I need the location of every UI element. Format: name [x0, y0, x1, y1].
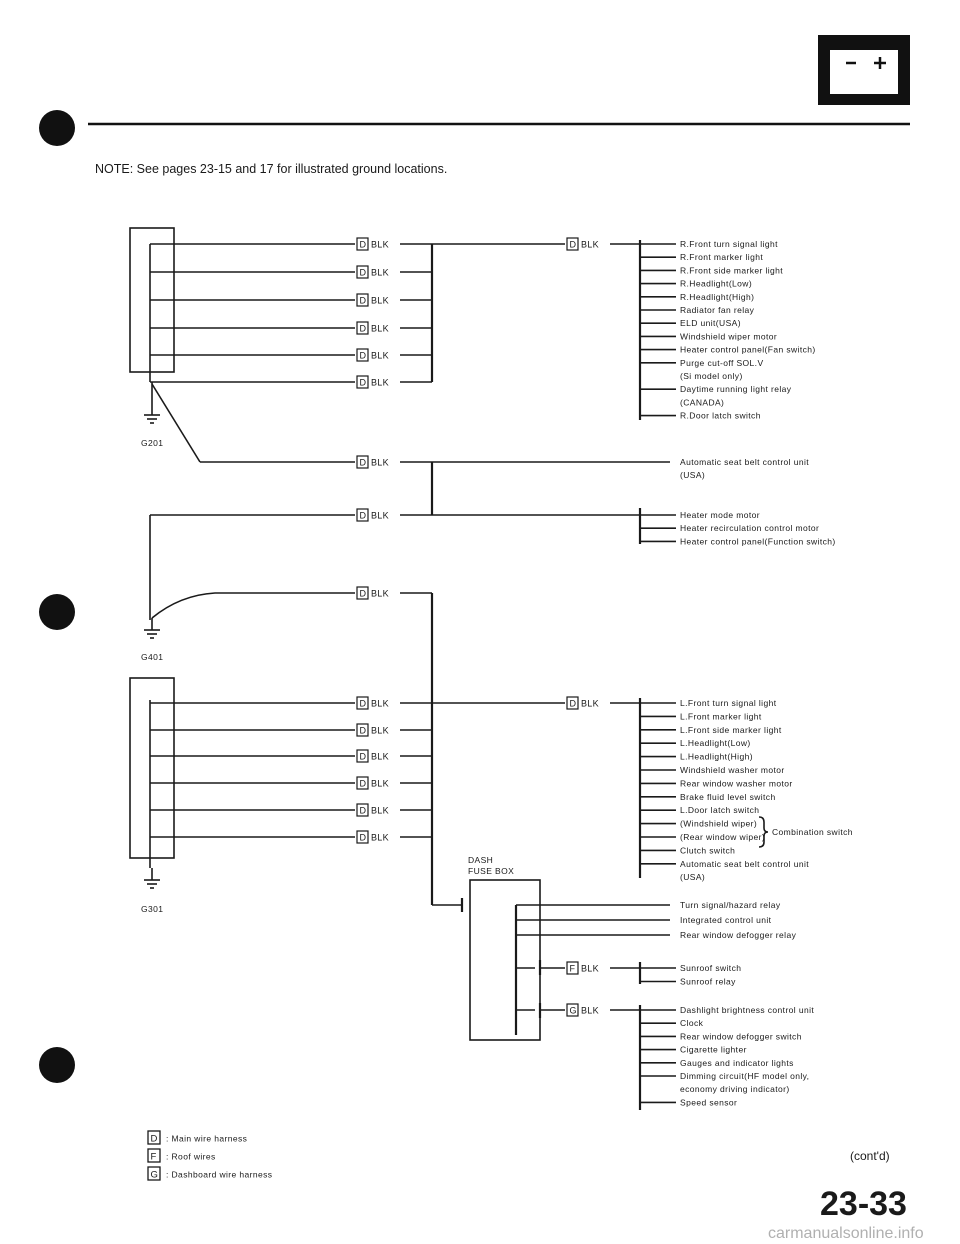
wire-color-blk: BLK: [581, 963, 599, 974]
left-group-item: L.Front marker light: [680, 711, 762, 722]
dash-group-item: Rear window defogger switch: [680, 1031, 802, 1042]
connector-d: [357, 322, 389, 334]
note-text: NOTE: See pages 23-15 and 17 for illustrated ground locations.: [95, 162, 448, 176]
roof-group-item: Sunroof relay: [680, 976, 736, 987]
heater-group-item: Heater control panel(Function switch): [680, 536, 836, 547]
dash-group-item: Dimming circuit(HF model only,: [680, 1071, 810, 1081]
ground-label-g201: G201: [141, 438, 164, 448]
connector-d: [357, 266, 389, 278]
legend: [148, 1131, 272, 1181]
battery-icon: [818, 35, 910, 105]
wire-color-blk: BLK: [371, 267, 389, 278]
connector-code: D: [359, 295, 366, 306]
wire-color-blk: BLK: [581, 239, 599, 250]
heater-group-item: Heater recirculation control motor: [680, 523, 820, 534]
top-group-item: R.Headlight(High): [680, 291, 755, 302]
legend-code: D: [150, 1133, 158, 1145]
wire-color-blk: BLK: [371, 832, 389, 843]
connector-code: D: [359, 377, 366, 388]
left-group-item: L.Front turn signal light: [680, 698, 777, 708]
connector-code: F: [569, 963, 575, 974]
legend-item: [148, 1167, 272, 1181]
legend-text: : Dashboard wire harness: [166, 1169, 273, 1180]
connector-d: [357, 294, 389, 306]
legend-item: [148, 1131, 247, 1145]
connector-code: D: [359, 239, 366, 250]
connector-code: D: [569, 698, 576, 709]
left-group-item: L.Headlight(Low): [680, 738, 751, 749]
top-group-item: R.Door latch switch: [680, 410, 761, 421]
top-group-item: ELD unit(USA): [680, 318, 741, 329]
fuse-box-label-1: DASH: [468, 855, 494, 865]
wire-color-blk: BLK: [371, 295, 389, 306]
roof-group-item: Sunroof switch: [680, 963, 742, 973]
heater-group-item: Heater mode motor: [680, 510, 761, 520]
binder-hole: [39, 110, 75, 146]
connector-code: D: [359, 832, 366, 843]
left-group-item: Brake fluid level switch: [680, 791, 776, 802]
wire-color-blk: BLK: [581, 698, 599, 709]
connector-code: D: [359, 588, 366, 599]
binder-hole: [39, 1047, 75, 1083]
dash-group-item: Gauges and indicator lights: [680, 1057, 794, 1068]
wire-color-blk: BLK: [371, 698, 389, 709]
ground-label-g301: G301: [141, 904, 164, 914]
connector-code: D: [359, 457, 366, 468]
connector-d: [357, 376, 389, 388]
top-group-item: (CANADA): [680, 397, 725, 408]
connector-d: [357, 587, 389, 599]
connector-code: D: [359, 510, 366, 521]
connector-code: D: [359, 698, 366, 709]
wire-color-blk: BLK: [371, 457, 389, 468]
top-group-item: Heater control panel(Fan switch): [680, 344, 816, 355]
left-group-item: Clutch switch: [680, 845, 736, 856]
dash-group-item: Clock: [680, 1018, 704, 1029]
connector-code: D: [359, 267, 366, 278]
legend-text: : Roof wires: [166, 1151, 216, 1162]
connector-d: [357, 777, 389, 789]
connector-g: [567, 1004, 599, 1016]
seat-belt_top-item: Automatic seat belt control unit: [680, 457, 810, 467]
wire-color-blk: BLK: [371, 725, 389, 736]
ground-label-g401: G401: [141, 652, 164, 662]
component-labels: [680, 239, 836, 1107]
wire-color-blk: BLK: [371, 377, 389, 388]
wire-color-blk: BLK: [581, 1005, 599, 1016]
left-group-item: L.Front side marker light: [680, 724, 782, 735]
dash-group-item: Speed sensor: [680, 1097, 738, 1108]
top-group-item: Windshield wiper motor: [680, 331, 778, 342]
connector-d: [357, 509, 389, 521]
left-group-item: L.Door latch switch: [680, 805, 760, 816]
dash-group-item: economy driving indicator): [680, 1084, 790, 1095]
connector-d: [357, 238, 389, 250]
wire-color-blk: BLK: [371, 751, 389, 762]
top-group-item: R.Headlight(Low): [680, 278, 753, 289]
legend-code: F: [150, 1151, 157, 1163]
fuse-group-item: Rear window defogger relay: [680, 930, 797, 940]
page-number: 23-33: [820, 1185, 907, 1223]
connector-d: [357, 750, 389, 762]
left-group-item: Rear window washer motor: [680, 778, 793, 789]
connector-code: D: [359, 725, 366, 736]
connector-d: [357, 831, 389, 843]
connector-d: [357, 456, 389, 468]
top-group-item: Radiator fan relay: [680, 305, 755, 315]
connectors: [357, 238, 599, 1016]
binder-hole: [39, 594, 75, 630]
dash-group-item: Dashlight brightness control unit: [680, 1005, 815, 1015]
connector-d: [357, 724, 389, 736]
wire-color-blk: BLK: [371, 239, 389, 250]
top-group-item: R.Front marker light: [680, 252, 764, 263]
contd-label: (cont'd): [850, 1149, 890, 1163]
combination-switch-label: Combination switch: [772, 827, 853, 837]
legend-item: [148, 1149, 216, 1163]
connector-code: D: [359, 778, 366, 789]
top-group-item: Daytime running light relay: [680, 384, 792, 395]
g201-circuit: [130, 228, 670, 905]
left-group-item: Automatic seat belt control unit: [680, 858, 810, 869]
wire-color-blk: BLK: [371, 323, 389, 334]
top-group-item: (Si model only): [680, 371, 743, 381]
connector-code: G: [569, 1005, 577, 1016]
left-group-item: Windshield washer motor: [680, 765, 785, 775]
dash-group-item: Cigarette lighter: [680, 1044, 747, 1055]
dash-fuse-box: [432, 880, 670, 1110]
wire-color-blk: BLK: [371, 588, 389, 599]
left-group-item: L.Headlight(High): [680, 751, 753, 762]
connector-code: D: [359, 350, 366, 361]
connector-code: D: [359, 805, 366, 816]
wire-color-blk: BLK: [371, 350, 389, 361]
connector-d: [357, 349, 389, 361]
legend-text: : Main wire harness: [166, 1133, 248, 1144]
connector-code: D: [359, 751, 366, 762]
left-group-item: (Rear window wiper): [680, 832, 766, 842]
fuse-group-item: Turn signal/hazard relay: [680, 900, 781, 910]
connector-code: D: [359, 323, 366, 334]
connector-d: [357, 804, 389, 816]
fuse-box-label-2: FUSE BOX: [468, 866, 515, 876]
connector-d: [567, 238, 599, 250]
top-group-item: R.Front turn signal light: [680, 239, 778, 249]
connector-d: [567, 697, 599, 709]
watermark: carmanualsonline.info: [768, 1225, 924, 1242]
seat-belt_top-item: (USA): [680, 470, 706, 481]
left-group-item: (Windshield wiper): [680, 818, 758, 829]
connector-d: [357, 697, 389, 709]
legend-code: G: [150, 1169, 158, 1181]
wire-color-blk: BLK: [371, 778, 389, 789]
top-group-item: R.Front side marker light: [680, 265, 784, 276]
connector-f: [567, 962, 599, 974]
fuse-group-item: Integrated control unit: [680, 915, 772, 925]
top-group-item: Purge cut-off SOL.V: [680, 357, 764, 368]
branch-stubs: [640, 244, 676, 1102]
connector-code: D: [569, 239, 576, 250]
wire-color-blk: BLK: [371, 805, 389, 816]
left-group-item: (USA): [680, 872, 706, 883]
wire-color-blk: BLK: [371, 510, 389, 521]
